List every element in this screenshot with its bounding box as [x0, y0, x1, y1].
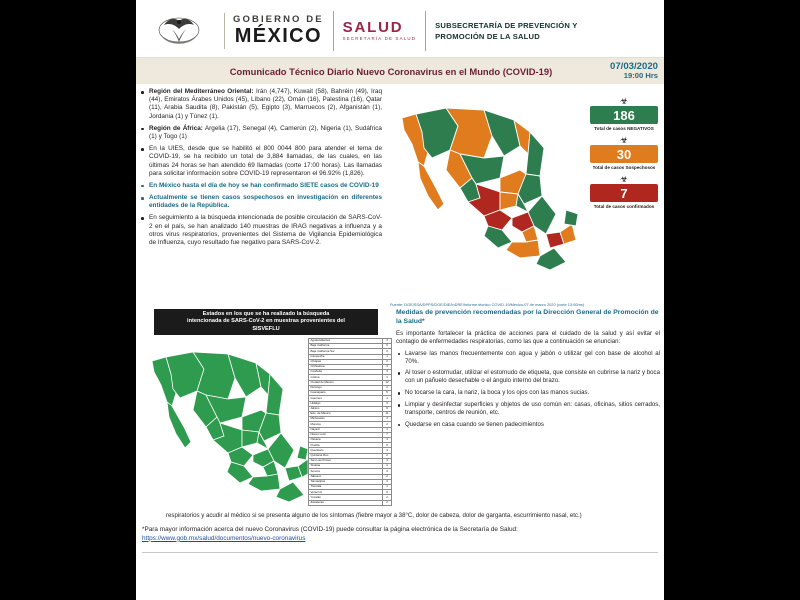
- bullet-text: En la UIES, desde que se habilitó el 800 0044 800 para atender el tema de COVID-19, se ha recibido un total de 3,884 llamadas, de las cuales, en las últimas 24 horas se han atendido 69 llamadas (corte 17:00 horas). Las llamadas para solicitar información sobre COVID-19 representaron el 96.92% (1,826).: [149, 145, 382, 177]
- list-item: [140, 214, 382, 247]
- list-item: Lavarse las manos frecuentemente con agua y jabón o utilizar gel con base de alcohol al 70%.: [396, 350, 660, 366]
- document-page: [136, 0, 664, 600]
- stat-confirmados: [590, 175, 658, 209]
- prevencion-list: [396, 350, 660, 429]
- stat-sospechosos: [590, 136, 658, 170]
- state-count-cell: 4: [383, 417, 392, 422]
- header-divider-1: [224, 13, 225, 49]
- mexico-case-map-panel: [386, 88, 660, 307]
- state-name-cell: San Luis Potosí: [309, 458, 383, 463]
- state-name-cell: Tabasco: [309, 474, 383, 479]
- state-count-cell: 6: [383, 490, 392, 495]
- stat-boxes: [590, 96, 658, 215]
- virus-icon: ☣: [619, 135, 629, 146]
- header-divider-3: [425, 11, 426, 51]
- state-count-cell: 3: [383, 469, 392, 474]
- secondary-content-row: [136, 307, 664, 510]
- state-name-cell: Durango: [309, 385, 383, 390]
- state-count-cell: 2: [383, 495, 392, 500]
- state-count-cell: 5: [383, 391, 392, 396]
- state-name-cell: Baja California Sur: [309, 349, 383, 354]
- state-count-cell: 2: [383, 422, 392, 427]
- stat-negativos: [590, 97, 658, 131]
- mexico-map-green-graphic: [140, 337, 308, 505]
- bullet-text: Argelia (17), Senegal (4), Camerún (2), Nigeria (1), Sudáfrica (1) y Togo (1): [149, 124, 382, 140]
- state-name-cell: Sonora: [309, 469, 383, 474]
- stat-caption: Total de casos confirmados: [593, 203, 655, 209]
- state-count-cell: 6: [383, 344, 392, 349]
- comunicado-title-bar: [136, 58, 664, 84]
- virus-icon: ☣: [619, 174, 629, 185]
- state-count-cell: 1: [383, 354, 392, 359]
- state-name-cell: Hidalgo: [309, 401, 383, 406]
- bullet-text: En seguimiento a la búsqueda intencionada de posible circulación de SARS-CoV-2 en el país, se han analizado 140 muestras de IRAG negativas a influenza y a otros virus respiratorios, provenientes del Sistema de Vigilancia Epidemiológica de Influenza, cuyo resultado fue negativo para SARS-CoV-2.: [149, 214, 382, 246]
- state-count-cell: 4: [383, 396, 392, 401]
- state-count-cell: 11: [383, 411, 392, 416]
- state-count-cell: 7: [383, 432, 392, 437]
- state-name-cell: Michoacán: [309, 417, 383, 422]
- sisveflu-panel: [140, 309, 392, 510]
- state-name-cell: Nuevo León: [309, 432, 383, 437]
- comunicado-time: 19:00 Hrs: [623, 71, 658, 81]
- state-count-cell: 2: [383, 349, 392, 354]
- list-item: [140, 145, 382, 178]
- state-name-cell: Morelos: [309, 422, 383, 427]
- state-count-cell: 4: [383, 364, 392, 369]
- state-name-cell: Campeche: [309, 354, 383, 359]
- prevencion-intro: Es importante fortalecer la práctica de acciones para el cuidado de la salud y así evitar el contagio de enfermedades respiratorias, como las que a continuación se enuncian:: [396, 329, 660, 345]
- salud-label: SALUD: [342, 18, 404, 36]
- state-name-cell: Nayarit: [309, 427, 383, 432]
- sisveflu-map: [140, 337, 308, 510]
- state-name-cell: Guerrero: [309, 396, 383, 401]
- gobierno-top-line: GOBIERNO DE: [233, 13, 324, 25]
- state-count-cell: 12: [383, 380, 392, 385]
- state-count-cell: 3: [383, 401, 392, 406]
- state-name-cell: Ciudad de México: [309, 380, 383, 385]
- state-name-cell: Coahuila: [309, 370, 383, 375]
- sisveflu-title-line-3: SISVEFLU: [252, 325, 280, 332]
- subsecretaria-line-1: SUBSECRETARÍA DE PREVENCIÓN Y: [435, 20, 578, 30]
- list-item: Limpiar y desinfectar superficies y objetos de uso común en: casas, oficinas, sitios cerrados, transporte, centros de reunión, etc.: [396, 401, 660, 417]
- state-name-cell: Sinaloa: [309, 464, 383, 469]
- state-count-cell: 3: [383, 338, 392, 343]
- list-item: [140, 125, 382, 141]
- state-count-cell: 6: [383, 443, 392, 448]
- table-row: [309, 500, 392, 505]
- sisveflu-state-table: [308, 338, 392, 506]
- state-count-cell: 3: [383, 458, 392, 463]
- sisveflu-title: [154, 309, 378, 335]
- state-name-cell: Colima: [309, 375, 383, 380]
- sisveflu-title-line-1: Estados en los que se ha realizado la búsqueda: [202, 311, 330, 318]
- eagle-emblem-icon: [142, 11, 216, 51]
- state-count-cell: 2: [383, 500, 392, 505]
- virus-icon: ☣: [619, 96, 629, 106]
- state-count-cell: 2: [383, 385, 392, 390]
- bullet-list: [140, 88, 386, 251]
- sisveflu-table-body: [309, 338, 392, 505]
- mexico-wordmark: MÉXICO: [234, 25, 322, 48]
- state-count-cell: 9: [383, 406, 392, 411]
- state-name-cell: Tamaulipas: [309, 479, 383, 484]
- mexico-case-map: [386, 90, 660, 300]
- footer-note: [136, 520, 664, 548]
- subsecretaria-block: [435, 20, 577, 42]
- state-count-cell: 2: [383, 474, 392, 479]
- coronavirus-link[interactable]: https://www.gob.mx/salud/documentos/nuevo-coronavirus: [142, 534, 306, 542]
- prevencion-panel: [392, 309, 660, 433]
- state-name-cell: Aguascalientes: [309, 338, 383, 343]
- state-count-cell: 2: [383, 453, 392, 458]
- list-item-confirmados: [140, 182, 382, 190]
- state-name-cell: Chiapas: [309, 359, 383, 364]
- document-header: [136, 0, 664, 58]
- bullet-text: Irán (4,747), Kuwait (58), Bahréin (49), Iraq (44), Emiratos Árabes Unidos (45), Líbano (22), Omán (16), Palestina (16), Qatar (11), Arabia Saudita (8), Pakistán (5), Egipto (3), Marruecos (2), Afganistán (1), Jordania (1) y Túnez (1).: [149, 88, 382, 120]
- state-name-cell: Guanajuato: [309, 391, 383, 396]
- state-name-cell: Puebla: [309, 443, 383, 448]
- state-count-cell: 3: [383, 448, 392, 453]
- list-item: Al toser o estornudar, utilizar el estornudo de etiqueta, que consiste en cubrirse la nariz y boca con un pañuelo desechable o el ángulo interno del brazo.: [396, 369, 660, 385]
- state-count-cell: 2: [383, 359, 392, 364]
- prevencion-item-continuation: respiratorios y acudir al médico si se presenta alguno de los síntomas (fiebre mayor a 38°C, dolor de cabeza, dolor de garganta, escurrimiento nasal, etc.): [166, 511, 582, 519]
- sisveflu-title-line-2: intencionada de SARS-CoV-2 en muestras provenientes del: [187, 318, 345, 325]
- state-count-cell: 3: [383, 370, 392, 375]
- list-item: No tocarse la cara, la nariz, la boca y los ojos con las manos sucias.: [396, 389, 660, 397]
- comunicado-datetime: [610, 61, 658, 81]
- salud-sublabel: SECRETARÍA DE SALUD: [342, 35, 417, 41]
- stat-caption: Total de casos NEGATIVOS: [594, 125, 654, 131]
- footer-divider: [142, 552, 658, 553]
- list-item: [140, 88, 382, 121]
- state-name-cell: Oaxaca: [309, 438, 383, 443]
- list-item-sospechosos: [140, 194, 382, 210]
- list-item-partial: Quedarse en casa cuando se tienen padecimientos: [396, 421, 660, 429]
- stat-caption: Total de casos Sospechosos: [592, 164, 656, 170]
- bullet-lead: Región de África:: [149, 124, 203, 132]
- footer-text: *Para mayor información acerca del nuevo Coronavirus (COVID-19) puede consultar la página electrónica de la Secretaría de Salud:: [142, 525, 518, 533]
- state-count-cell: 1: [383, 375, 392, 380]
- state-name-cell: Zacatecas: [309, 500, 383, 505]
- state-name-cell: Jalisco: [309, 406, 383, 411]
- comunicado-title: Comunicado Técnico Diario Nuevo Coronavirus en el Mundo (COVID-19): [229, 65, 553, 77]
- bullet-text: Actualmente se tienen casos sospechosos en investigación en diferentes entidades de la República.: [149, 194, 382, 210]
- state-name-cell: Veracruz: [309, 490, 383, 495]
- stat-value: 186: [590, 106, 658, 124]
- state-name-cell: Querétaro: [309, 448, 383, 453]
- comunicado-date: 07/03/2020: [609, 61, 658, 73]
- state-count-cell: 4: [383, 464, 392, 469]
- map-source-note: Fuente: DGE/SSA/DPPS/DGE/DIE/InDRE/Informe técnico COVID-19/México-07 de marzo 2020 (corte 13:00hrs): [390, 302, 585, 307]
- main-content-row: [136, 84, 664, 307]
- salud-logo: [343, 20, 416, 41]
- state-name-cell: Yucatán: [309, 495, 383, 500]
- state-count-cell: 1: [383, 485, 392, 490]
- state-name-cell: Quintana Roo: [309, 453, 383, 458]
- prevencion-title: Medidas de prevención recomendadas por la Dirección General de Promoción de la Salud*: [396, 309, 659, 325]
- subsecretaria-line-2: PROMOCIÓN DE LA SALUD: [435, 31, 540, 41]
- stat-value: 30: [590, 145, 658, 163]
- header-divider-2: [333, 11, 334, 51]
- sisveflu-map-and-table: [140, 337, 392, 510]
- state-name-cell: Baja California: [309, 344, 383, 349]
- state-name-cell: Tlaxcala: [309, 485, 383, 490]
- bullet-text: En México hasta el día de hoy se han confirmado SIETE casos de COVID-19: [149, 181, 379, 189]
- gobierno-wordmark: [233, 15, 324, 47]
- bullet-lead: Región del Mediterráneo Oriental:: [149, 88, 254, 95]
- state-count-cell: 1: [383, 427, 392, 432]
- state-count-cell: 4: [383, 479, 392, 484]
- mexico-map-graphic: [388, 92, 578, 292]
- state-name-cell: Chihuahua: [309, 364, 383, 369]
- state-name-cell: Edo. de México: [309, 411, 383, 416]
- state-count-cell: 4: [383, 438, 392, 443]
- stat-value: 7: [590, 184, 658, 202]
